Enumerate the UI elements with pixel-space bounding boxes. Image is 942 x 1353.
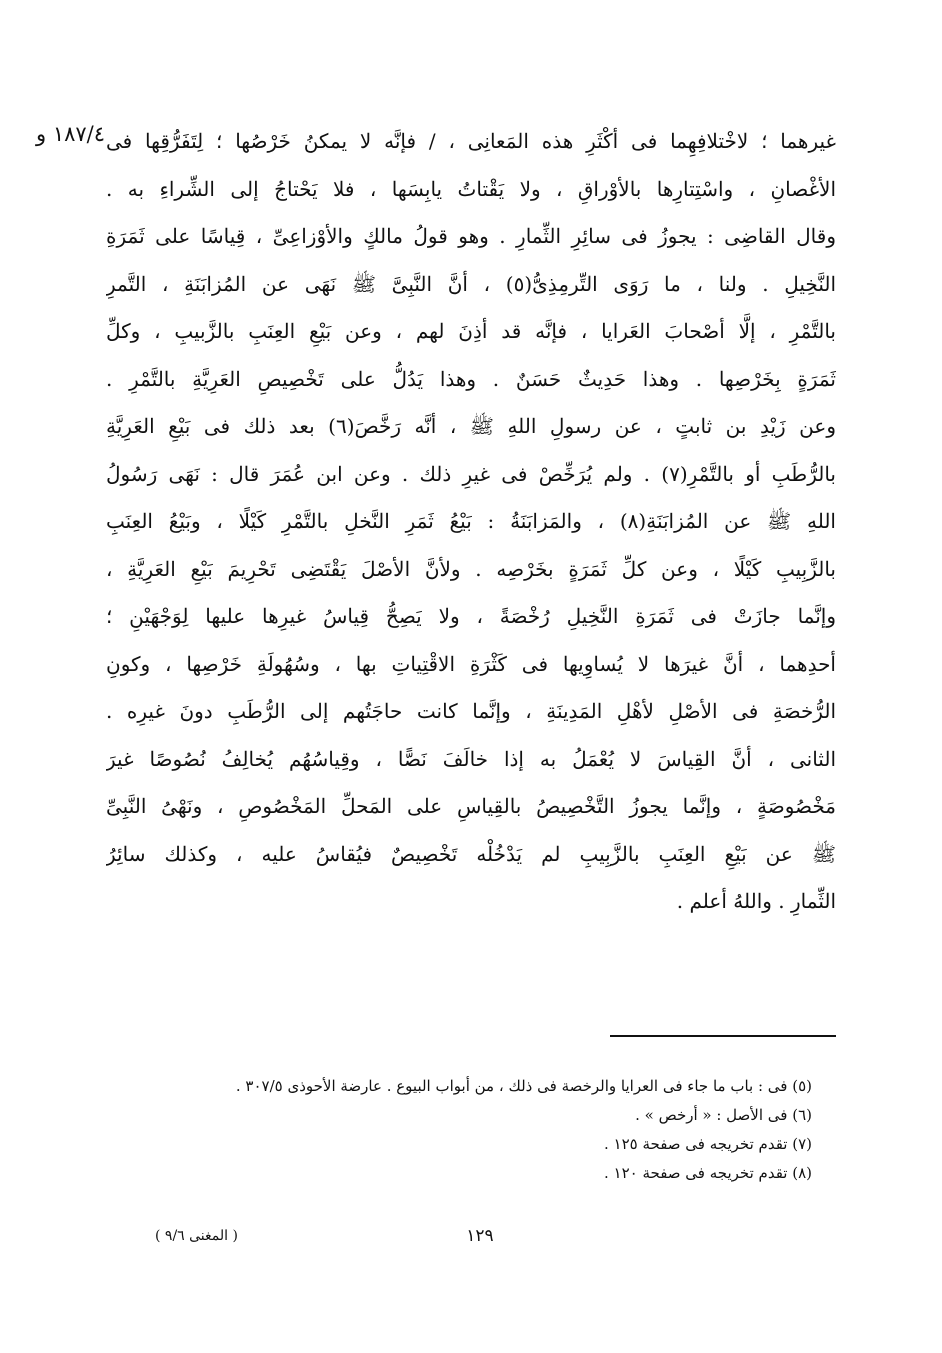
main-text [106,118,836,926]
text-line: أحدِهما ، أنَّ غيرَها لا يُساوِيها فى كَثْرَةِ الاقْتِياتِ بها ، وسُهُولَةِ خَرْصِها ، وكونِ [106,651,836,676]
text-line: ﷺ عن بَيْعِ العِنَبِ بالزَّبِيبِ لم يَدْخُلْه تَخْصِيصٌ فيُقاسُ عليه ، وكذلك سائِرُ [106,841,836,866]
footnote: (٨) تقدم تخريجه فى صفحة ١٢٠ . [603,1164,812,1182]
text-line: وقال القاضِى : يجوزُ فى سائِرِ الثِّمارِ . وهو قولُ مالكٍ والأوْزاعِىِّ ، قِياسًا على ثَمَرَةِ [106,224,836,248]
text-line: بالتَّمْرِ ، إلَّا أصْحابَ العَرايا ، فإنَّه قد أذِنَ لهم ، وعن بَيْعِ العِنَبِ بالزَّبيبِ ، وكلِّ [106,319,836,343]
page-number: ١٢٩ [466,1226,494,1246]
volume-reference: ( المغنى ٩/٦ ) [155,1228,238,1244]
text-line: غيرهما ؛ لاخْتلافِهِما فى أكْثَرِ هذه المَعانِى ، / فإنَّه لا يمكنُ خَرْصُها ؛ لِتَفَرُّقِها فى [106,129,836,153]
text-line: بالزَّبِيبِ كَيْلًا ، وعن كلِّ ثَمَرَةٍ بخَرْصِه . ولأنَّ الأصْلَ يَقْتَضِى تَحْرِيمَ بَيْعِ العَرِيَّةِ ، [106,556,836,581]
footnote: (٥) فى : باب ما جاء فى العرايا والرخصة فى ذلك ، من أبواب البيوع . عارضة الأحوذى ٣٠٧/٥ . [235,1077,812,1095]
text-line: بالرُّطَبِ أو بالتَّمْرِ(٧) . ولم يُرَخِّصْ فى غيرِ ذلك . وعن ابن عُمَرَ قال : نَهَى رَسُولُ [106,461,836,486]
text-line: الرُّخصَةِ فى الأصْلِ لأهْلِ المَدِينَةِ ، وإنَّما كانت حاجَتُهم إلى الرُّطَبِ دونَ غيرِه . [106,699,836,723]
text-line: الثِّمارِ . واللهُ أعلم . [676,889,836,913]
text-line: الأغْصانِ ، واسْتِتارِها بالأوْراقِ ، ولا يَقْتاتُ يابِسَها ، فلا يَحْتاجُ إلى الشِّراءِ به . [106,176,836,201]
footnote: (٦) فى الأصل : « أرخص » . [635,1106,812,1124]
text-line: ثَمَرَةٍ بِخَرْصِها . وهذا حَدِيثٌ حَسَنٌ . وهذا يَدُلُّ على تَخْصِيصِ العَرِيَّةِ بالتَّمْرِ . [106,366,836,391]
text-line: اللهِ ﷺ عن المُزابَنَةِ(٨) ، والمَزابَنَةُ : بَيْعُ ثَمَرِ النَّخلِ بالتَّمْرِ كَيْلًا ، وبَيْعُ العِنَبِ [106,509,836,533]
footnotes [150,1072,812,1188]
text-line: النَّخِيلِ . ولنا ، ما رَوَى التِّرمِذِىُّ(٥) ، أنَّ النَّبِىَّ ﷺ نَهَى عن المُزابَنَةِ ، التَّمرِ [106,271,836,296]
text-line: وعن زَيْدِ بن ثابتٍ ، عن رسولِ اللهِ ﷺ ، أنَّه رَخَّصَ(٦) بعد ذلك فى بَيْعِ العَرِيَّةِ [106,414,836,438]
text-line: وإنَّما جازَتْ فى ثَمَرَةِ النَّخِيلِ رُخْصَةً ، ولا يَصِحُّ قِياسُ غيرِها عليها لِوَجْهَيْنِ ؛ [106,604,836,628]
text-line: الثانى ، أنَّ القِياسَ لا يُعْمَلُ به إذا خالَفَ نَصًّا ، وقِياسُهُم يُخالِفُ نُصُوصًا غيرَ [106,746,836,771]
footnote-divider [610,1035,836,1037]
text-line: مَخْصُوصَةٍ ، وإنَّما يجوزُ التَّخْصِيصُ بالقِياسِ على المَحلِّ المَخْصُوصِ ، ونَهْىُ النَّبِىِّ [106,794,836,818]
footnote: (٧) تقدم تخريجه فى صفحة ١٢٥ . [603,1135,812,1153]
margin-reference: ١٨٧/٤ و [36,122,106,146]
